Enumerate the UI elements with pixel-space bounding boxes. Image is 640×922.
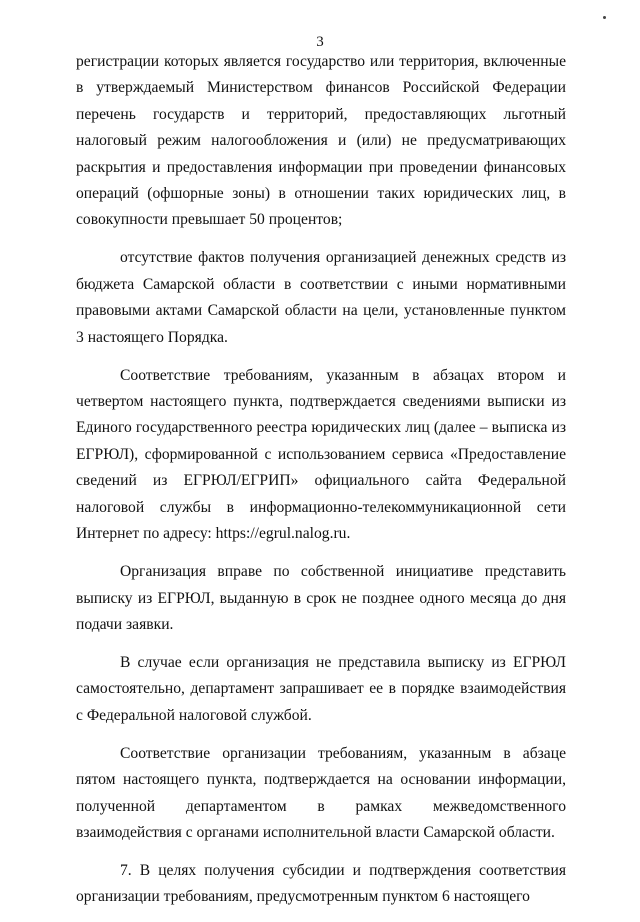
paragraph-continuation: регистрации которых является государство или территория, включенные в утверждаемый Министерством финансов Российской Федерации перечень государств и территорий, предоставляющих льготный налоговый режим налогообложения и (или) не предусматривающих раскрытия и предоставления информации при проведении финансовых операций (офшорные зоны) в отношении таких юридических лиц, в совокупности превышает 50 процентов; bbox=[76, 53, 566, 229]
paragraph-interagency: Соответствие организации требованиям, указанным в абзаце пятом настоящего пункта, подтверждается на основании информации, полученной департаментом в рамках межведомственного взаимодействия с органами исполнительной власти Самарской области. bbox=[76, 744, 566, 841]
paragraph-department-request: В случае если организация не представила выписку из ЕГРЮЛ самостоятельно, департамент запрашивает ее в порядке взаимодействия с Федеральной налоговой службой. bbox=[76, 653, 566, 724]
page-number: 3 bbox=[316, 34, 324, 50]
scan-speck bbox=[603, 16, 606, 19]
document-body bbox=[76, 49, 566, 922]
paragraph-own-initiative: Организация вправе по собственной инициативе представить выписку из ЕГРЮЛ, выданную в срок не позднее одного месяца до дня подачи заявки. bbox=[76, 563, 566, 633]
paragraph-budget-funds: отсутствие фактов получения организацией денежных средств из бюджета Самарской области в соответствии с иными нормативными правовыми актами Самарской области на цели, установленные пунктом 3 настоящего Порядка. bbox=[76, 249, 566, 346]
paragraph-egrul-confirmation: Соответствие требованиям, указанным в абзацах втором и четвертом настоящего пункта, подтверждается сведениями выписки из Единого государственного реестра юридических лиц (далее – выписка из ЕГРЮЛ), сформированной с использованием сервиса «Предоставление сведений из ЕГРЮЛ/ЕГРИП» официального сайта Федеральной налоговой службы в информационно-телекоммуникационной сети Интернет по адресу: https://egrul.nalog.ru. bbox=[76, 366, 566, 543]
paragraph-item-7: 7. В целях получения субсидии и подтверждения соответствия организации требованиям, предусмотренным пунктом 6 настоящего bbox=[76, 861, 566, 906]
